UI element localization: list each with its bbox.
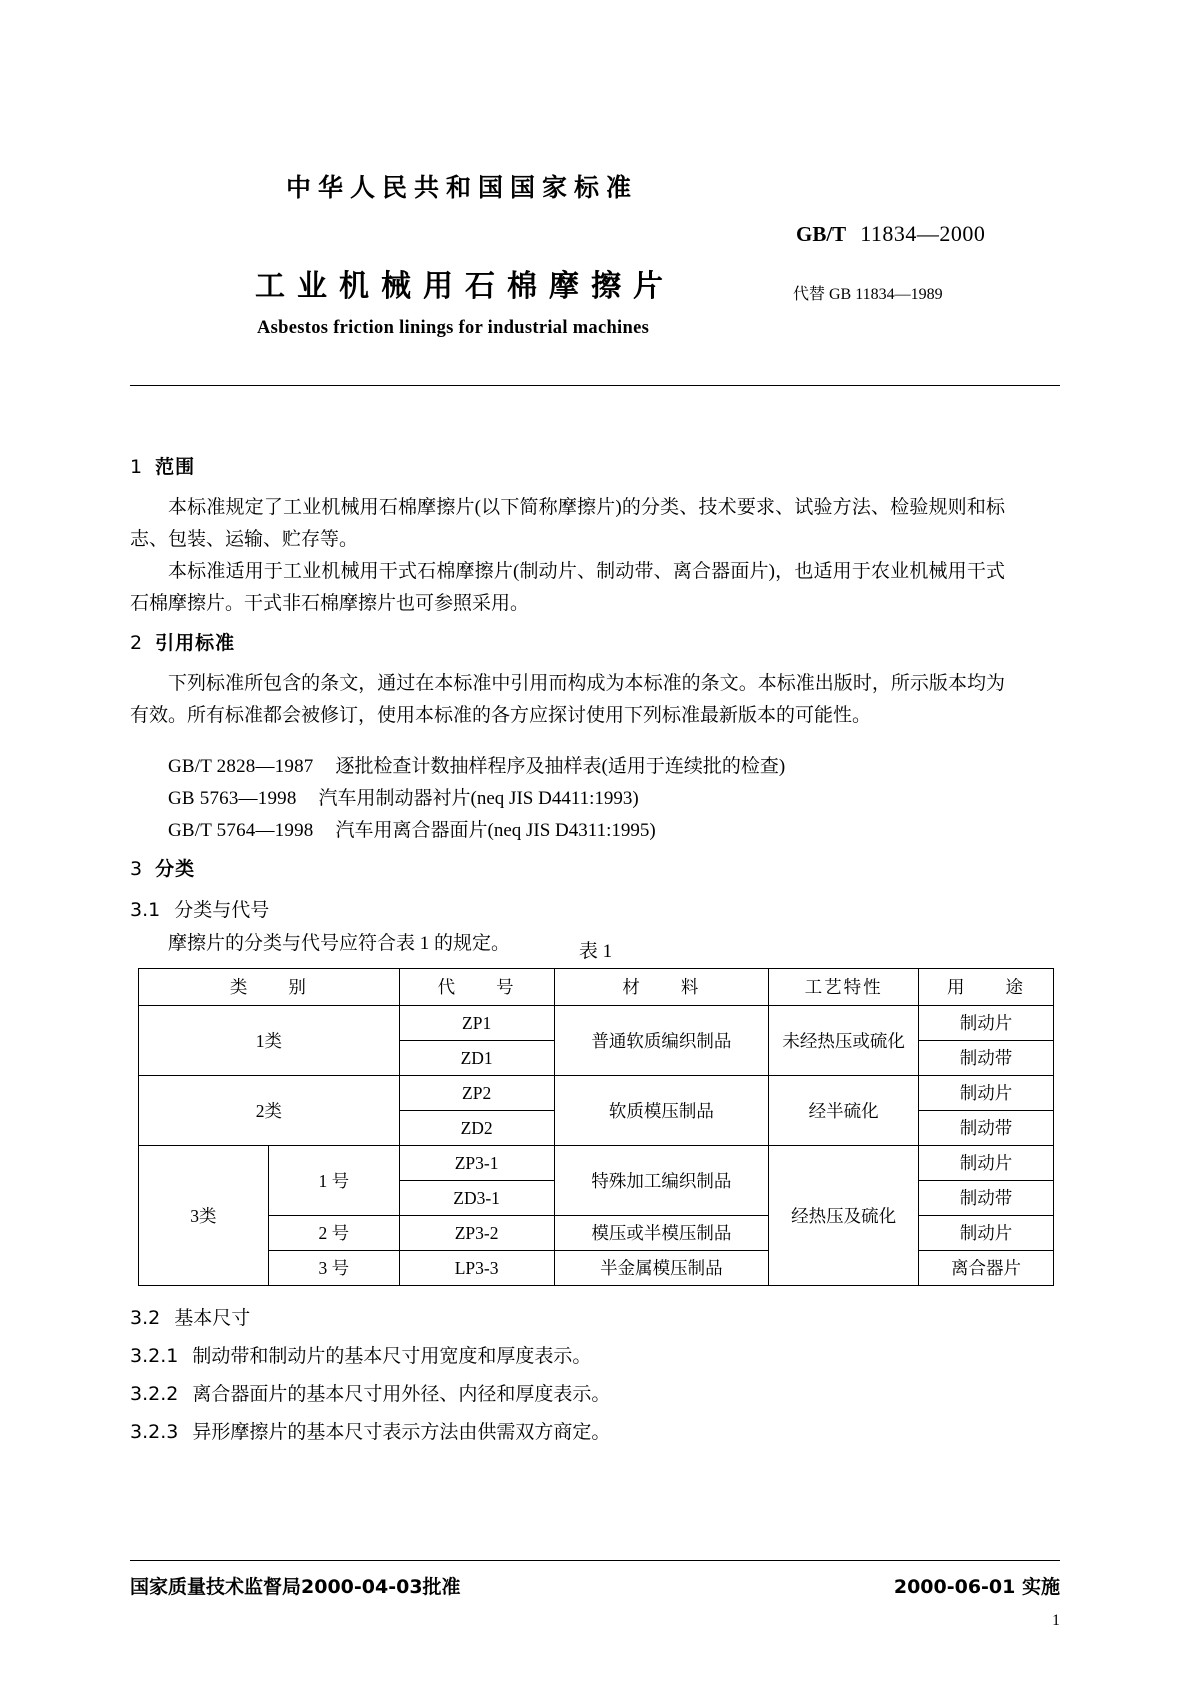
document-title-en: Asbestos friction linings for industrial machines: [257, 318, 650, 338]
table-header-row: [139, 969, 1054, 1006]
section-1-heading: [130, 452, 195, 479]
row-2-use-2: 制动带: [919, 1111, 1054, 1146]
standard-number: [796, 221, 985, 247]
section-3-1-paragraph: 摩擦片的分类与代号应符合表 1 的规定。: [168, 933, 511, 954]
reference-3-title: 汽车用离合器面片(neq JIS D4311:1995): [335, 820, 656, 841]
row-1-code-zp1: ZP1: [399, 1006, 554, 1041]
row-3-code-zd3-1: ZD3-1: [399, 1181, 554, 1216]
row-1-use-2: 制动带: [919, 1041, 1054, 1076]
clause-3-2-3-text: 异形摩擦片的基本尺寸表示方法由供需双方商定。: [192, 1422, 611, 1443]
document-title-cn: 工业机械用石棉摩擦片: [255, 269, 675, 304]
row-2-code-zp2: ZP2: [399, 1076, 554, 1111]
row-1-use-1: 制动片: [919, 1006, 1054, 1041]
reference-item-3: [168, 815, 656, 842]
standard-number-prefix: GB/T: [796, 222, 847, 246]
reference-item-2: [168, 783, 639, 810]
table-header-category: 类 别: [139, 969, 400, 1006]
row-2-code-zd2: ZD2: [399, 1111, 554, 1146]
national-standard-label: 中华人民共和国国家标准: [286, 173, 639, 202]
section-3-2-number: 3.2: [130, 1307, 161, 1329]
reference-item-1: [168, 751, 785, 778]
clause-3-2-3-number: 3.2.3: [130, 1421, 179, 1443]
row-4-use-1: 制动片: [919, 1216, 1054, 1251]
section-3-1-number: 3.1: [130, 899, 161, 921]
header-divider: [130, 385, 1060, 386]
row-3-category: 3类: [139, 1146, 269, 1286]
row-4-code-zp3-2: ZP3-2: [399, 1216, 554, 1251]
section-2-paragraph-1: 下列标准所包含的条文，通过在本标准中引用而构成为本标准的条文。本标准出版时，所示版本均为有效。所有标准都会被修订，使用本标准的各方应探讨使用下列标准最新版本的可能性。: [130, 673, 1005, 726]
row-2-material: 软质模压制品: [554, 1076, 769, 1146]
section-3-2-heading: [130, 1303, 250, 1330]
standard-number-value: 11834—2000: [860, 221, 986, 246]
footer-approval: 国家质量技术监督局2000-04-03批准: [130, 1576, 461, 1598]
replaces-note: 代替 GB 11834—1989: [793, 286, 943, 303]
clause-3-2-1-text: 制动带和制动片的基本尺寸用宽度和厚度表示。: [192, 1346, 592, 1367]
row-3-code-zp3-1: ZP3-1: [399, 1146, 554, 1181]
reference-2-title: 汽车用制动器衬片(neq JIS D4411:1993): [318, 788, 639, 809]
section-2-title: 引用标准: [155, 632, 236, 654]
row-3-use-2: 制动带: [919, 1181, 1054, 1216]
classification-table: [138, 968, 1054, 1286]
table-row: [139, 1006, 1054, 1041]
section-3-heading: [130, 854, 195, 881]
row-2-category: 2类: [139, 1076, 400, 1146]
page-number: 1: [1052, 1612, 1060, 1629]
section-2-number: 2: [130, 632, 144, 654]
row-1-code-zd1: ZD1: [399, 1041, 554, 1076]
row-3-process: 经热压及硫化: [769, 1146, 919, 1286]
clause-3-2-1-number: 3.2.1: [130, 1345, 179, 1367]
reference-1-code: GB/T 2828—1987: [168, 756, 314, 777]
row-3-use-1: 制动片: [919, 1146, 1054, 1181]
clause-3-2-2-number: 3.2.2: [130, 1383, 179, 1405]
row-1-process: 未经热压或硫化: [769, 1006, 919, 1076]
table-row: [139, 1076, 1054, 1111]
row-1-material: 普通软质编织制品: [554, 1006, 769, 1076]
reference-1-title: 逐批检查计数抽样程序及抽样表(适用于连续批的检查): [335, 756, 786, 777]
section-1-number: 1: [130, 456, 144, 478]
row-5-use-1: 离合器片: [919, 1251, 1054, 1286]
row-2-use-1: 制动片: [919, 1076, 1054, 1111]
table-header-use: 用 途: [919, 969, 1054, 1006]
reference-2-code: GB 5763—1998: [168, 788, 297, 809]
row-3-sub-1: 1 号: [268, 1146, 399, 1216]
section-2-heading: [130, 628, 235, 655]
clause-3-2-3: [130, 1417, 610, 1444]
section-3-1-title: 分类与代号: [174, 899, 270, 921]
table-row: [139, 1146, 1054, 1181]
row-4-material: 模压或半模压制品: [554, 1216, 769, 1251]
section-1-paragraph-2: 本标准适用于工业机械用干式石棉摩擦片(制动片、制动带、离合器面片)，也适用于农业机械用干式石棉摩擦片。干式非石棉摩擦片也可参照采用。: [130, 561, 1005, 614]
row-3-material: 特殊加工编织制品: [554, 1146, 769, 1216]
clause-3-2-1: [130, 1341, 591, 1368]
section-1-paragraph-1: 本标准规定了工业机械用石棉摩擦片(以下简称摩擦片)的分类、技术要求、试验方法、检验规则和标志、包装、运输、贮存等。: [130, 497, 1005, 550]
row-5-code-lp3-3: LP3-3: [399, 1251, 554, 1286]
table-header-code: 代 号: [399, 969, 554, 1006]
row-5-material: 半金属模压制品: [554, 1251, 769, 1286]
footer-divider: [130, 1560, 1060, 1561]
row-4-sub-2: 2 号: [268, 1216, 399, 1251]
reference-3-code: GB/T 5764—1998: [168, 820, 314, 841]
section-3-number: 3: [130, 858, 144, 880]
section-3-1-heading: [130, 895, 269, 922]
section-1-title: 范围: [155, 456, 196, 478]
clause-3-2-2: [130, 1379, 610, 1406]
section-3-2-title: 基本尺寸: [174, 1307, 251, 1329]
footer-effective-date: 2000-06-01 实施: [893, 1576, 1060, 1598]
row-2-process: 经半硫化: [769, 1076, 919, 1146]
row-1-category: 1类: [139, 1006, 400, 1076]
section-3-title: 分类: [155, 858, 196, 880]
table-header-material: 材 料: [554, 969, 769, 1006]
table-1-caption: 表 1: [578, 941, 613, 962]
clause-3-2-2-text: 离合器面片的基本尺寸用外径、内径和厚度表示。: [192, 1384, 611, 1405]
table-header-process: 工艺特性: [769, 969, 919, 1006]
row-5-sub-3: 3 号: [268, 1251, 399, 1286]
